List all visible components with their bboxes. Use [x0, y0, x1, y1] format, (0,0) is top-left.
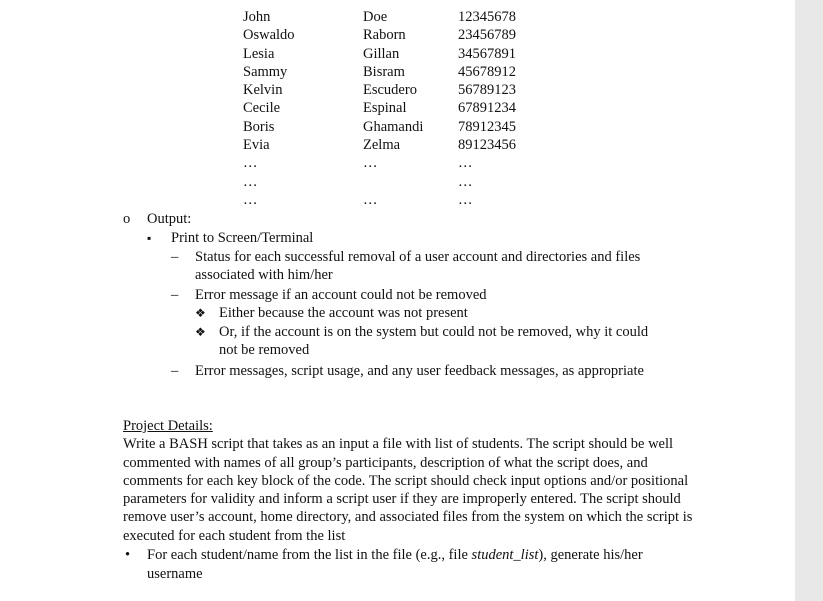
first-name: Kelvin — [243, 82, 283, 99]
dash-bullet-icon: – — [171, 363, 179, 379]
student-id: 78912345 — [458, 118, 516, 135]
ellipsis: … — [458, 155, 473, 172]
ellipsis: … — [363, 155, 378, 172]
ellipsis: … — [243, 155, 258, 172]
diamond-bullet-icon: ❖ — [195, 306, 206, 320]
student-id: 56789123 — [458, 82, 516, 99]
print-label: Print to Screen/Terminal — [171, 230, 314, 246]
first-name: Sammy — [243, 63, 288, 80]
or-line: Or, if the account is on the system but could not be removed, why it could — [219, 324, 649, 340]
last-name: Raborn — [363, 27, 406, 44]
dash-bullet-icon: – — [171, 249, 179, 265]
dash-bullet-icon: – — [171, 287, 179, 303]
ellipsis: … — [363, 191, 378, 208]
first-name: Cecile — [243, 100, 281, 117]
project-details — [123, 417, 703, 545]
last-name: Escudero — [363, 82, 417, 99]
first-name: Oswaldo — [243, 27, 295, 44]
scrollbar[interactable] — [795, 0, 823, 601]
square-bullet-icon: ▪ — [147, 231, 152, 245]
section-heading: Project Details: — [123, 418, 213, 434]
dot-bullet-icon: • — [125, 547, 131, 563]
ellipsis: … — [243, 173, 258, 190]
output-label: Output: — [147, 211, 192, 227]
first-name: Lesia — [243, 45, 275, 62]
student-id: 34567891 — [458, 45, 516, 62]
ellipsis: … — [458, 191, 473, 208]
error-line: Error message if an account could not be removed — [195, 287, 487, 303]
circle-bullet-icon: o — [123, 211, 131, 227]
or-line-cont: not be removed — [219, 342, 310, 358]
first-name: Boris — [243, 118, 275, 135]
last-name: Doe — [363, 9, 388, 25]
last-name: Gillan — [363, 45, 400, 62]
last-name: Ghamandi — [363, 118, 424, 135]
project-body: Write a BASH script that takes as an input a file with list of students. The script should be well commented with names of all group’s participants, description of what the script does, and comments for each key block of the code. The script should check input options and/or positional parameters for validity and inform a script user if they are improperly entered. The script should remove user’s account, home directory, and associated files from the system on which the script is executed for each student from the list — [123, 436, 693, 544]
last-name: Espinal — [363, 100, 407, 117]
student-id: 67891234 — [458, 100, 516, 117]
ellipsis: … — [243, 191, 258, 208]
filename: student_list — [471, 547, 539, 563]
list-item-text: For each student/name from the list in the file (e.g., file — [147, 547, 472, 563]
status-line: Status for each successful removal of a user account and directories and files — [195, 249, 641, 265]
status-line-cont: associated with him/her — [195, 267, 333, 283]
errors-usage-line: Error messages, script usage, and any user feedback messages, as appropriate — [195, 363, 644, 379]
diamond-bullet-icon: ❖ — [195, 325, 206, 339]
list-item — [147, 546, 643, 564]
list-item-cont: username — [147, 566, 203, 582]
student-id: 12345678 — [458, 9, 516, 25]
student-id: 89123456 — [458, 137, 516, 154]
either-line: Either because the account was not present — [219, 305, 468, 321]
ellipsis: … — [458, 173, 473, 190]
last-name: Bisram — [363, 63, 405, 80]
first-name: John — [243, 9, 271, 25]
list-item-text-end: ), generate his/her — [538, 547, 643, 563]
last-name: Zelma — [363, 137, 401, 154]
student-id: 45678912 — [458, 63, 516, 80]
first-name: Evia — [243, 137, 270, 154]
student-id: 23456789 — [458, 27, 516, 44]
